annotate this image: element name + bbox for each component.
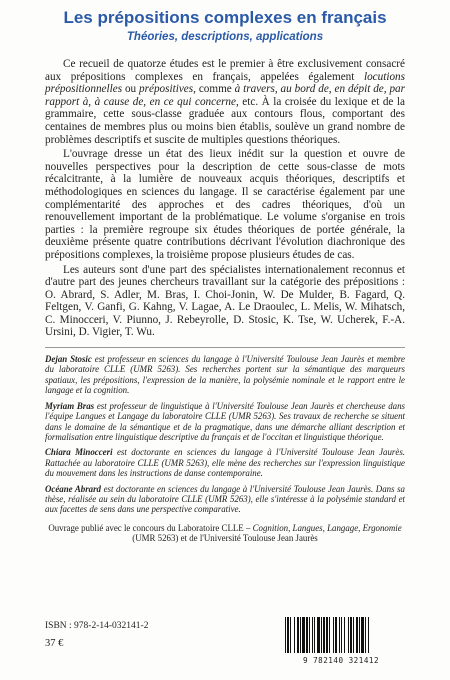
barcode-bar <box>368 617 369 653</box>
barcode-bar <box>326 617 328 653</box>
barcode-bar <box>348 617 349 653</box>
barcode-bar <box>359 617 360 653</box>
bio-text: est professeur de linguistique à l'Université Toulouse Jean Jaurès et chercheuse dans l'équipe Langues et Langage du laboratoire CLLE (UMR 5263). Ses travaux de recherche se situent dans le domaine de la sémantique et de la pragmatique, dans une démarche alliant description et formalisation entre linguistique descriptive du français et de l'occitan et linguistique théorique. <box>45 400 405 442</box>
text-run-italic: locutions prépositionnelles <box>45 70 405 96</box>
cover-header <box>0 0 450 44</box>
text-run-italic: prépositives <box>139 83 194 96</box>
barcode-bar <box>285 617 286 653</box>
cover-footer <box>45 617 405 667</box>
author-name: Chiara Minocceri <box>45 447 113 458</box>
text-run: , etc. À la croisée du lexique et de la grammaire, cette sous-classe graduée aux contours flous, comportant des centaines de membres plus ou moins bien établis, soulève un grand nombre de problèmes descriptifs et suscite de multiples questions théoriques. <box>45 95 405 146</box>
barcode-bar <box>297 617 299 653</box>
summary-paragraph-3: Les auteurs sont d'une part des spécialistes internationalement reconnus et d'autre part des jeunes chercheurs travaillant sur la catégorie des prépositions : O. Abrard, S. Adler, M. Bras, I. Choi-Jonin, W. De Mulder, B. Fagard, Q. Feltgen, V. Ganfi, G. Kahng, V. Lagae, A. Le Draoulec, L. Melis, W. Mihatsch, C. Minocceri, V. Piunno, J. Rebeyrolle, D. Stosic, K. Tse, W. Ucherek, F.-A. Ursini, D. Vigier, T. Wu. <box>45 263 405 339</box>
barcode-bar <box>335 617 337 653</box>
bio-text: est professeur en sciences du langage à l'Université Toulouse Jean Jaurès et membre du laboratoire CLLE (UMR 5263). Ses recherches portent sur la sémantique des marqueurs spatiaux, les prépositions, l'expression de la manière, la polysémie nominale et le rapport entre le langage et la cognition. <box>45 354 405 396</box>
back-cover-text <box>45 58 405 544</box>
author-name: Océane Abrard <box>45 483 101 494</box>
summary-paragraph-1 <box>45 58 405 146</box>
barcode-bar <box>314 617 315 653</box>
bio-text: est doctorante en sciences du langage à l'Université Toulouse Jean Jaurès. Dans sa thèse, réalisée au sein du laboratoire CLLE (UMR 5263), elle s'intéresse à la polysémie standard et aux facettes de sens dans une perspective comparative. <box>45 483 405 515</box>
divider <box>45 347 405 348</box>
price: 37 € <box>45 638 64 649</box>
barcode-bar <box>312 617 313 653</box>
author-name: Dejan Stosic <box>45 354 92 365</box>
barcode-digits: 9 782140 321412 <box>302 656 380 665</box>
publication-note <box>45 523 405 544</box>
text-run: Ce recueil de quatorze études est le premier à être exclusivement consacré aux prépositions complexes en français, appelées également <box>45 58 405 83</box>
isbn: ISBN : 978-2-14-032141-2 <box>45 621 149 631</box>
bio-text: est doctorante en sciences du langage à l'Université Toulouse Jean Jaurès. Rattachée au laboratoire CLLE (UMR 5263), elle mène des recherches sur l'expression linguistique du mouvement dans les instructions de danse contemporaine. <box>45 447 405 479</box>
barcode-bar <box>323 617 325 653</box>
barcode-bar <box>350 617 352 653</box>
barcode-bar <box>341 617 342 653</box>
text-run: (UMR 5263) et de l'Université Toulouse Jean Jaurès <box>132 533 318 544</box>
author-bio <box>45 484 405 515</box>
barcode-bar <box>344 617 345 653</box>
barcode-bar <box>356 617 358 653</box>
barcode-bar <box>300 617 301 653</box>
text-run: , comme <box>193 83 235 96</box>
barcode-bar <box>302 617 305 653</box>
barcode-bar <box>353 617 354 653</box>
barcode <box>277 617 405 665</box>
summary-paragraph-2: L'ouvrage dresse un état des lieux inédit sur la question et ouvre de nouvelles perspectives pour la description de cette sous-classe de mots récalcitrante, à la lumière de nouveaux acquis théoriques, descriptifs et méthodologiques en sciences du langage. Il se caractérise également par une complémentarité des approches et des cadres théoriques, d'où un renouvellement important de la problématique. Le volume s'organise en trois parties : la première regroupe six études théoriques de portée générale, la deuxième présente quatre contributions décrivant l'évolution diachronique des prépositions complexes, la troisième propose plusieurs études de cas. <box>45 148 405 261</box>
barcode-bars <box>277 617 405 655</box>
barcode-bar <box>294 617 295 653</box>
book-subtitle: Théories, descriptions, applications <box>126 31 324 43</box>
author-name: Myriam Bras <box>45 400 95 411</box>
barcode-bar <box>321 617 322 653</box>
barcode-bar <box>287 617 289 653</box>
barcode-bar <box>361 617 364 653</box>
author-bio <box>45 447 405 478</box>
barcode-bar <box>317 617 320 653</box>
barcode-bar <box>365 617 366 653</box>
barcode-bar <box>339 617 340 653</box>
author-bio <box>45 401 405 443</box>
text-run: Ouvrage publié avec le concours du Laboratoire CLLE – <box>48 522 253 533</box>
book-title: Les prépositions complexes en français <box>63 8 387 27</box>
barcode-bar <box>333 617 334 653</box>
barcode-bar <box>309 617 310 653</box>
text-run-italic: à travers, au bord de, en dépit de, par rapport à, à cause de, en ce qui concerne <box>45 83 405 108</box>
author-bio <box>45 354 405 396</box>
text-run: ou <box>122 83 140 96</box>
barcode-bar <box>329 617 330 653</box>
barcode-bar <box>290 617 291 653</box>
barcode-bar <box>306 617 308 653</box>
text-run-italic: Cognition, Langues, Langage, Ergonomie <box>252 522 402 533</box>
